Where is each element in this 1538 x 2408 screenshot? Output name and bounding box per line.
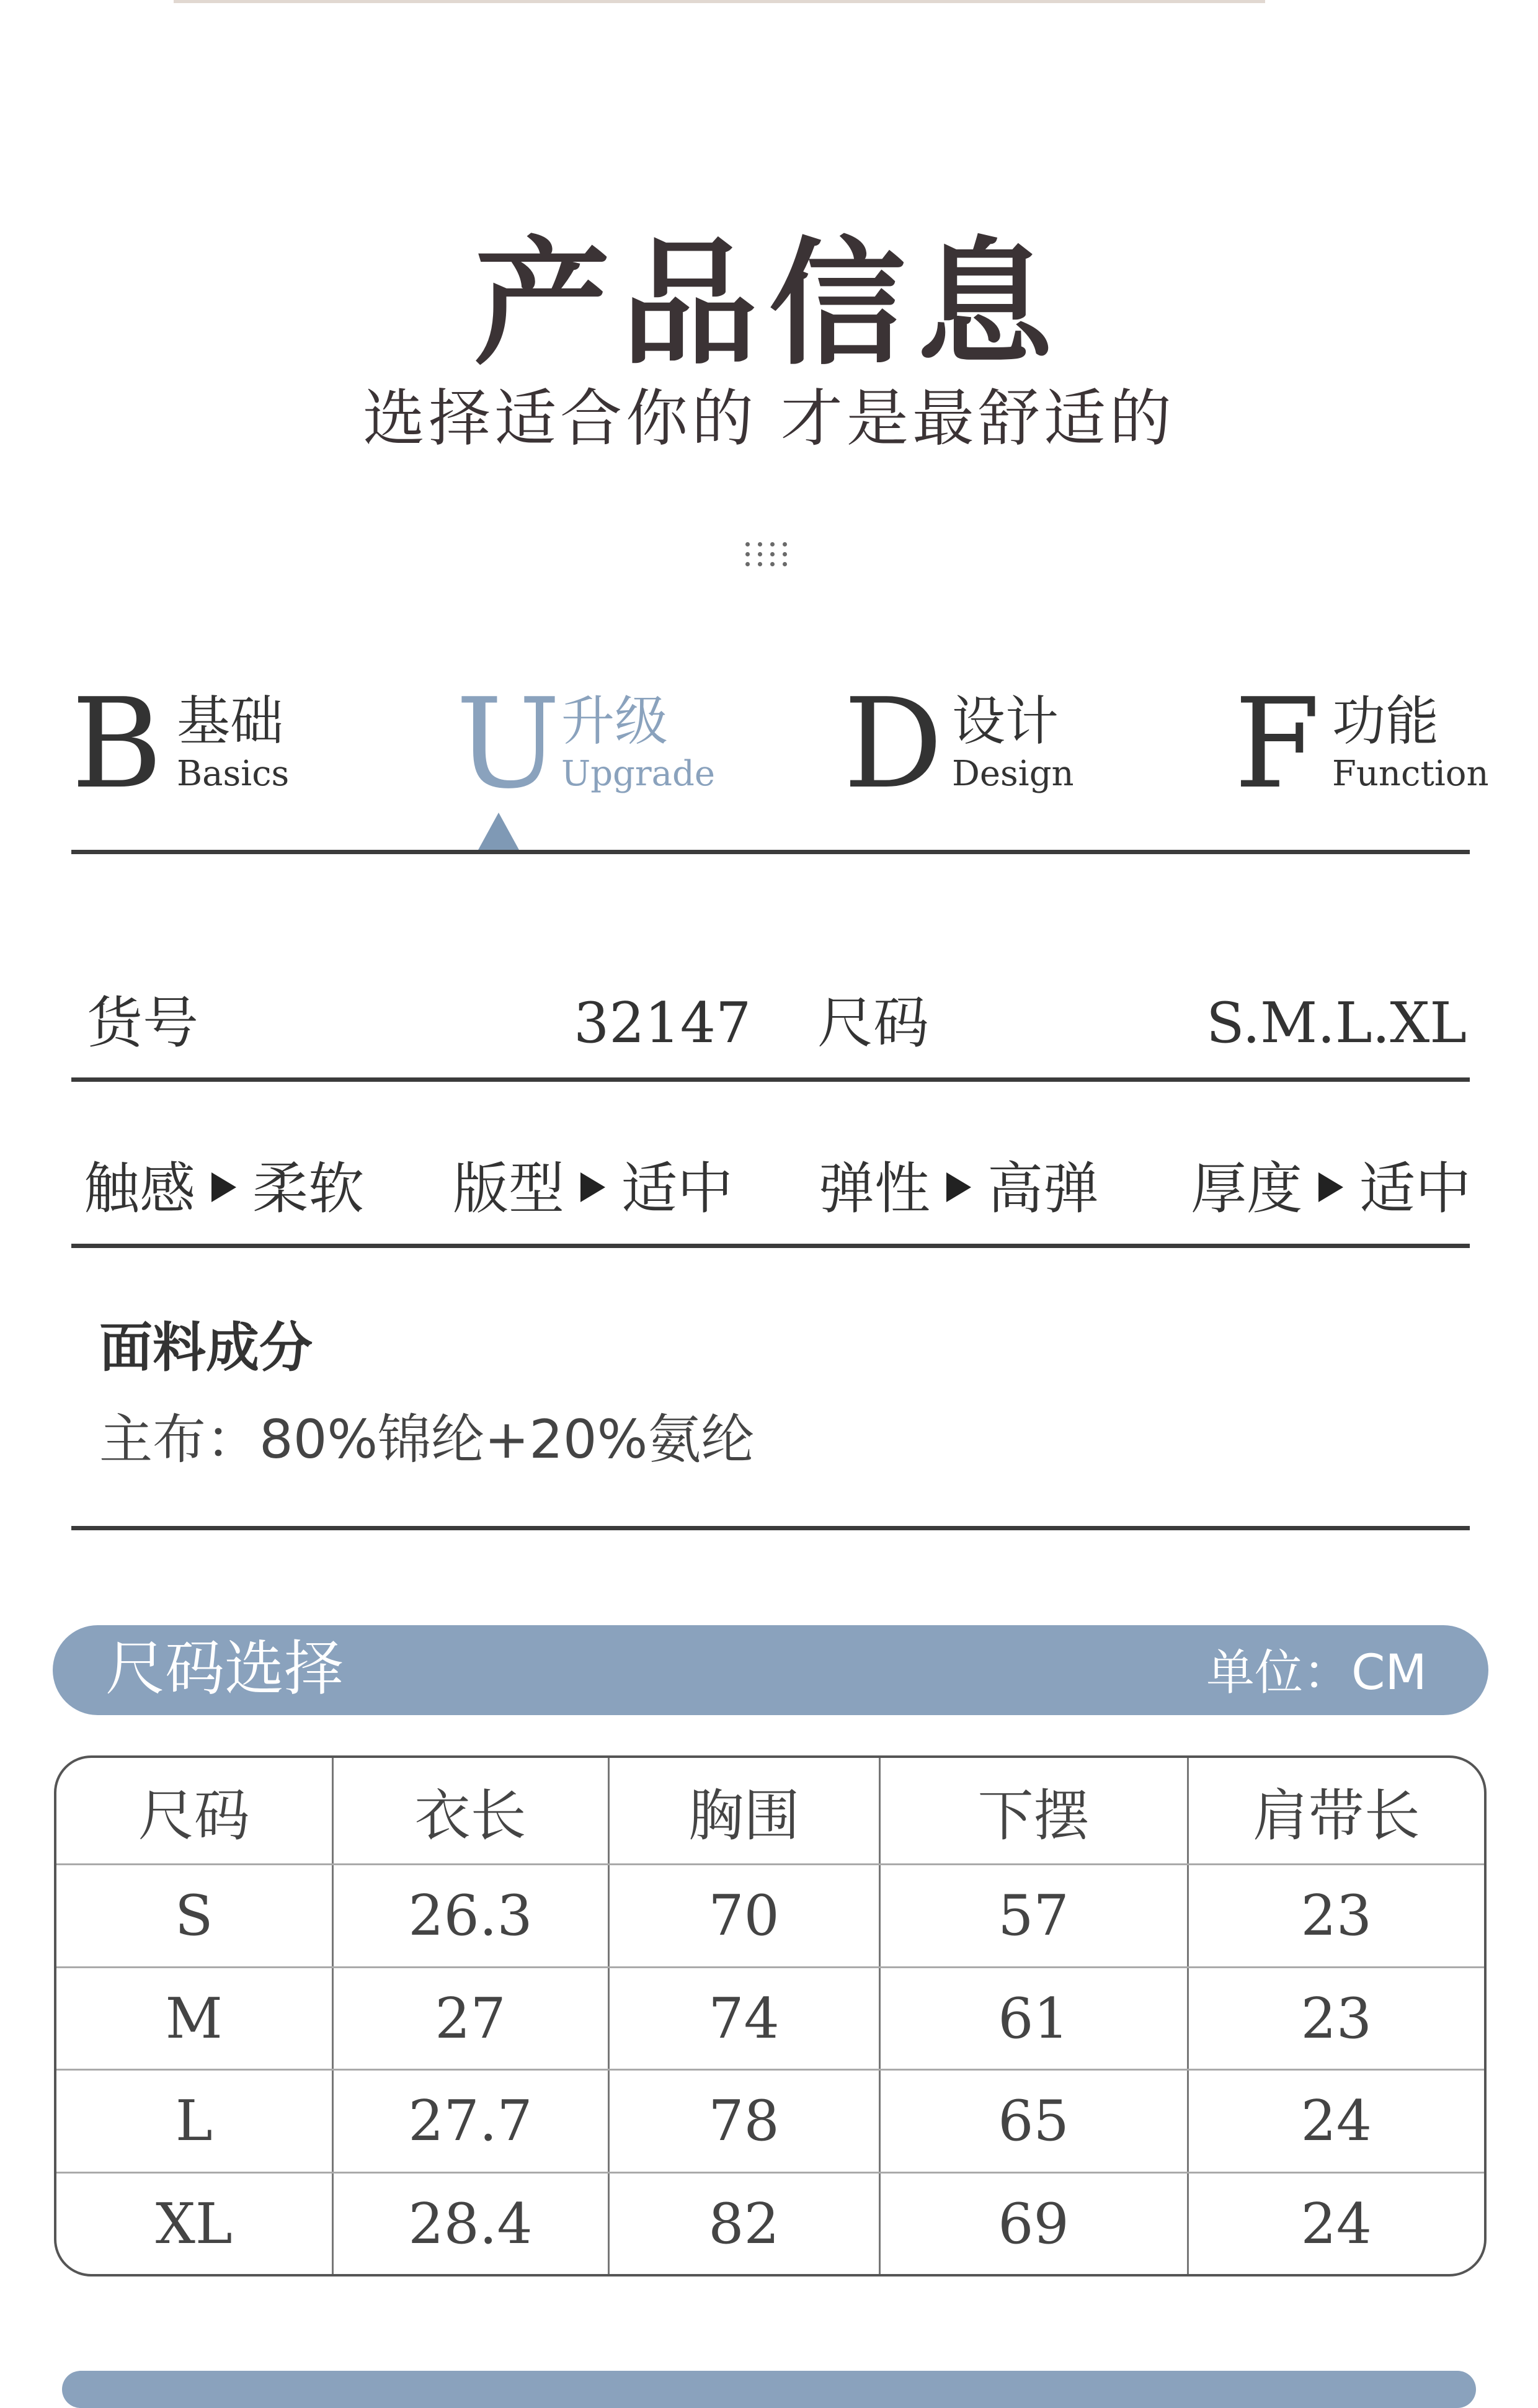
fabric-title: 面料成分 (99, 1317, 313, 1379)
grade-function[interactable] (1234, 672, 1526, 816)
table-cell: 24 (1188, 2070, 1484, 2173)
grade-letter: U (456, 672, 561, 816)
table-cell: 24 (1300, 2191, 1372, 2257)
grade-en-label: Design (952, 754, 1074, 794)
divider (71, 1526, 1470, 1530)
attribute-label: 弹性 (819, 1156, 930, 1221)
table-cell: 23 (1188, 1967, 1484, 2070)
column-header: 衣长 (332, 1758, 608, 1865)
attribute-touch (84, 1156, 364, 1221)
attribute-value: 适中 (621, 1156, 733, 1221)
grade-basics[interactable] (71, 672, 344, 816)
pointer-triangle-icon (478, 813, 520, 851)
table-cell: 78 (608, 2070, 879, 2173)
column-header: 尺码 (56, 1758, 332, 1865)
grade-cn-label: 升级 (561, 690, 668, 752)
size-section-title: 尺码选择 (105, 1634, 344, 1703)
table-row (56, 2070, 1484, 2173)
grade-cn-label: 基础 (177, 690, 283, 752)
table-cell: 65 (879, 2070, 1188, 2173)
size-label: 尺码 (817, 991, 929, 1056)
size-table (54, 1755, 1487, 2276)
table-cell: 27 (332, 1967, 608, 2070)
column-header: 下摆 (879, 1758, 1188, 1865)
grade-design[interactable] (843, 672, 1129, 816)
attribute-elasticity (819, 1156, 1099, 1221)
next-section-bar (62, 2371, 1476, 2408)
fabric-composition: 主布：80%锦纶+20%氨纶 (99, 1409, 755, 1471)
attribute-label: 版型 (453, 1156, 564, 1221)
grade-letter: B (71, 672, 162, 816)
page-title: 产品信息 (473, 225, 1064, 383)
top-image-edge (174, 0, 1265, 3)
table-cell: 28.4 (332, 2173, 608, 2274)
size-section-unit: 单位：CM (1206, 1645, 1427, 1701)
table-cell: 23 (1188, 1865, 1484, 1968)
attribute-label: 厚度 (1191, 1156, 1302, 1221)
column-header: 肩带长 (1188, 1758, 1484, 1865)
divider (71, 850, 1470, 854)
table-cell: 69 (879, 2173, 1188, 2274)
attribute-thickness (1191, 1156, 1471, 1221)
table-header-row (56, 1758, 1484, 1865)
table-row (56, 1967, 1484, 2070)
arrow-right-icon (1318, 1172, 1343, 1202)
table-row (56, 1865, 1484, 1968)
grade-cn-label: 设计 (952, 690, 1059, 752)
grade-upgrade[interactable] (456, 672, 741, 816)
grade-en-label: Basics (177, 754, 290, 794)
table-cell: 61 (879, 1967, 1188, 2070)
grade-cn-label: 功能 (1332, 690, 1439, 752)
table-row (56, 2173, 1484, 2274)
table-cell: M (56, 1967, 332, 2070)
attribute-value: 高弹 (987, 1156, 1099, 1221)
table-cell: 82 (608, 2173, 879, 2274)
table-cell: 70 (608, 1865, 879, 1968)
attribute-label: 触感 (84, 1156, 195, 1221)
item-no-label: 货号 (87, 991, 198, 1056)
grade-letter: D (843, 672, 943, 816)
grade-en-label: Function (1332, 754, 1489, 794)
grade-letter: F (1234, 672, 1320, 816)
table-cell: XL (56, 2173, 332, 2274)
divider (71, 1077, 1470, 1082)
table-cell: 26.3 (332, 1865, 608, 1968)
size-value: S.M.L.XL (1206, 991, 1467, 1056)
dots-icon (738, 535, 800, 572)
arrow-right-icon (211, 1172, 236, 1202)
table-cell: 27.7 (332, 2070, 608, 2173)
attribute-value: 适中 (1359, 1156, 1471, 1221)
column-header: 胸围 (608, 1758, 879, 1865)
arrow-right-icon (946, 1172, 971, 1202)
attribute-value: 柔软 (252, 1156, 364, 1221)
arrow-right-icon (580, 1172, 605, 1202)
table-cell: 74 (608, 1967, 879, 2070)
page-subtitle: 选择适合你的 才是最舒适的 (363, 382, 1175, 455)
attribute-fit (453, 1156, 733, 1221)
table-cell: 57 (879, 1865, 1188, 1968)
divider (71, 1244, 1470, 1248)
item-no-value: 32147 (574, 991, 752, 1056)
table-cell: S (56, 1865, 332, 1968)
table-cell: L (56, 2070, 332, 2173)
grade-en-label: Upgrade (561, 754, 716, 794)
